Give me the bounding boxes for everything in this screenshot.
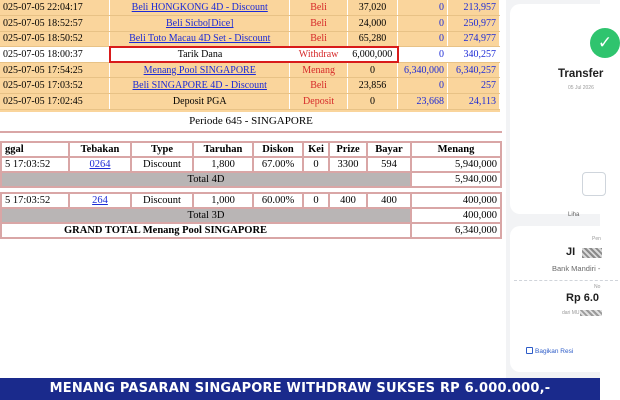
total-3d-value: 400,000 xyxy=(411,208,501,223)
divider xyxy=(0,131,502,133)
col-prize: Prize xyxy=(329,142,367,157)
history-date: 025-07-05 17:03:52 xyxy=(0,78,110,94)
transaction-history xyxy=(0,0,500,112)
grand-total-value: 6,340,000 xyxy=(411,223,501,238)
transfer-amount: Rp 6.0 xyxy=(566,292,600,304)
cell-tanggal: 5 17:03:52 xyxy=(1,157,69,172)
periode-title: Periode 645 - SINGAPORE xyxy=(189,115,313,127)
col-kei: Kei xyxy=(303,142,329,157)
cell-bayar: 594 xyxy=(367,157,411,172)
cell-diskon: 60.00% xyxy=(253,193,303,208)
cell-type: Discount xyxy=(131,193,193,208)
cell-menang: 400,000 xyxy=(411,193,501,208)
history-win: 0 xyxy=(398,16,448,32)
history-balance: 340,257 xyxy=(447,47,499,63)
share-receipt-label: Bagikan Resi xyxy=(535,348,574,355)
history-desc-link[interactable]: Beli Sicbo[Dice] xyxy=(165,17,234,29)
history-balance: 250,977 xyxy=(447,16,499,32)
history-date: 025-07-05 17:02:45 xyxy=(0,94,110,110)
cell-diskon: 67.00% xyxy=(253,157,303,172)
receipt-image-icon xyxy=(582,172,606,196)
total-4d-value: 5,940,000 xyxy=(411,172,501,187)
transfer-receipt xyxy=(506,0,613,378)
history-row xyxy=(0,0,500,16)
masked-sender xyxy=(580,310,602,316)
history-row xyxy=(0,31,500,47)
history-win: 0 xyxy=(398,78,448,94)
history-win: 0 xyxy=(398,31,448,47)
cell-type: Discount xyxy=(131,157,193,172)
history-date: 025-07-05 18:52:57 xyxy=(0,16,110,32)
history-date: 025-07-05 17:54:25 xyxy=(0,62,110,78)
transaction-history-table xyxy=(0,0,500,110)
history-row xyxy=(0,16,500,32)
col-taruhan: Taruhan xyxy=(193,142,253,157)
col-diskon: Diskon xyxy=(253,142,303,157)
history-win: 0 xyxy=(398,0,448,16)
table-header-row xyxy=(1,142,501,157)
history-desc: Tarik Dana xyxy=(110,47,290,63)
cell-kei: 0 xyxy=(303,157,329,172)
tebakan-link[interactable]: 264 xyxy=(92,195,108,206)
periode-detail xyxy=(0,113,502,378)
history-balance: 24,113 xyxy=(447,94,499,110)
history-type: Beli xyxy=(290,0,348,16)
history-amount: 65,280 xyxy=(348,31,398,47)
promo-banner: MENANG PASARAN SINGAPORE WITHDRAW SUKSES RP 6.000.000,- xyxy=(0,378,600,400)
history-row-withdraw xyxy=(0,47,500,63)
table-row xyxy=(1,193,501,208)
cell-kei: 0 xyxy=(303,193,329,208)
cell-prize: 400 xyxy=(329,193,367,208)
divider xyxy=(514,280,618,281)
history-balance: 213,957 xyxy=(447,0,499,16)
col-type: Type xyxy=(131,142,193,157)
recipient-bank: Bank Mandiri - xyxy=(552,264,601,273)
grand-total-row xyxy=(1,223,501,238)
history-desc-link[interactable]: Menang Pool SINGAPORE xyxy=(143,64,256,76)
total-3d-label: Total 3D xyxy=(1,208,411,223)
history-type: Menang xyxy=(290,62,348,78)
cell-menang: 5,940,000 xyxy=(411,157,501,172)
history-row xyxy=(0,78,500,94)
history-amount: 37,020 xyxy=(348,0,398,16)
col-tebakan: Tebakan xyxy=(69,142,131,157)
receipt-detail-card xyxy=(510,226,620,372)
history-row xyxy=(0,62,500,78)
masked-name xyxy=(582,248,602,258)
total-row xyxy=(1,172,501,187)
cell-prize: 3300 xyxy=(329,157,367,172)
tebakan-link[interactable]: 0264 xyxy=(89,159,111,170)
recipient-label: Pen xyxy=(592,236,601,242)
share-icon xyxy=(526,347,533,354)
history-date: 025-07-05 22:04:17 xyxy=(0,0,110,16)
cell-bayar: 400 xyxy=(367,193,411,208)
receipt-status-card xyxy=(510,4,620,218)
col-tanggal: ggal xyxy=(1,142,69,157)
history-amount: 0 xyxy=(348,62,398,78)
history-win: 0 xyxy=(398,47,448,63)
cell-tanggal: 5 17:03:52 xyxy=(1,193,69,208)
receipt-date: 05 Jul 2026 xyxy=(568,85,594,91)
history-date: 025-07-05 18:00:37 xyxy=(0,47,110,63)
history-desc-link[interactable]: Beli SINGAPORE 4D - Discount xyxy=(132,80,267,92)
history-amount: 0 xyxy=(348,94,398,110)
history-date: 025-07-05 18:50:52 xyxy=(0,31,110,47)
history-type: Beli xyxy=(290,78,348,94)
history-desc-link[interactable]: Beli Toto Macau 4D Set - Discount xyxy=(129,33,271,45)
col-menang: Menang xyxy=(411,142,501,157)
cell-taruhan: 1,800 xyxy=(193,157,253,172)
total-4d-label: Total 4D xyxy=(1,172,411,187)
history-balance: 274,977 xyxy=(447,31,499,47)
history-type: Beli xyxy=(290,31,348,47)
sender-label: dari MU xyxy=(562,310,580,316)
share-receipt-button[interactable] xyxy=(526,347,573,355)
history-type: Deposit xyxy=(290,94,348,110)
history-win: 6,340,000 xyxy=(398,62,448,78)
recipient-name: JI xyxy=(566,246,576,258)
history-amount: 23,856 xyxy=(348,78,398,94)
grand-total-label: GRAND TOTAL Menang Pool SINGAPORE xyxy=(1,223,411,238)
view-receipt-link[interactable]: Liha xyxy=(568,212,580,218)
total-row xyxy=(1,208,501,223)
history-type: Beli xyxy=(290,16,348,32)
history-balance: 257 xyxy=(447,78,499,94)
history-win: 23,668 xyxy=(398,94,448,110)
nominal-label: No xyxy=(594,284,601,290)
history-desc-link[interactable]: Beli HONGKONG 4D - Discount xyxy=(131,2,268,14)
history-row xyxy=(0,94,500,110)
table-row xyxy=(1,157,501,172)
history-amount: 6,000,000 xyxy=(348,47,398,63)
success-check-icon: ✓ xyxy=(590,28,620,58)
bet-detail-table xyxy=(0,141,502,239)
receipt-title: Transfer xyxy=(558,68,604,80)
history-type: Withdraw xyxy=(290,47,348,63)
history-desc: Deposit PGA xyxy=(110,94,290,110)
history-amount: 24,000 xyxy=(348,16,398,32)
col-bayar: Bayar xyxy=(367,142,411,157)
history-balance: 6,340,257 xyxy=(447,62,499,78)
cell-taruhan: 1,000 xyxy=(193,193,253,208)
